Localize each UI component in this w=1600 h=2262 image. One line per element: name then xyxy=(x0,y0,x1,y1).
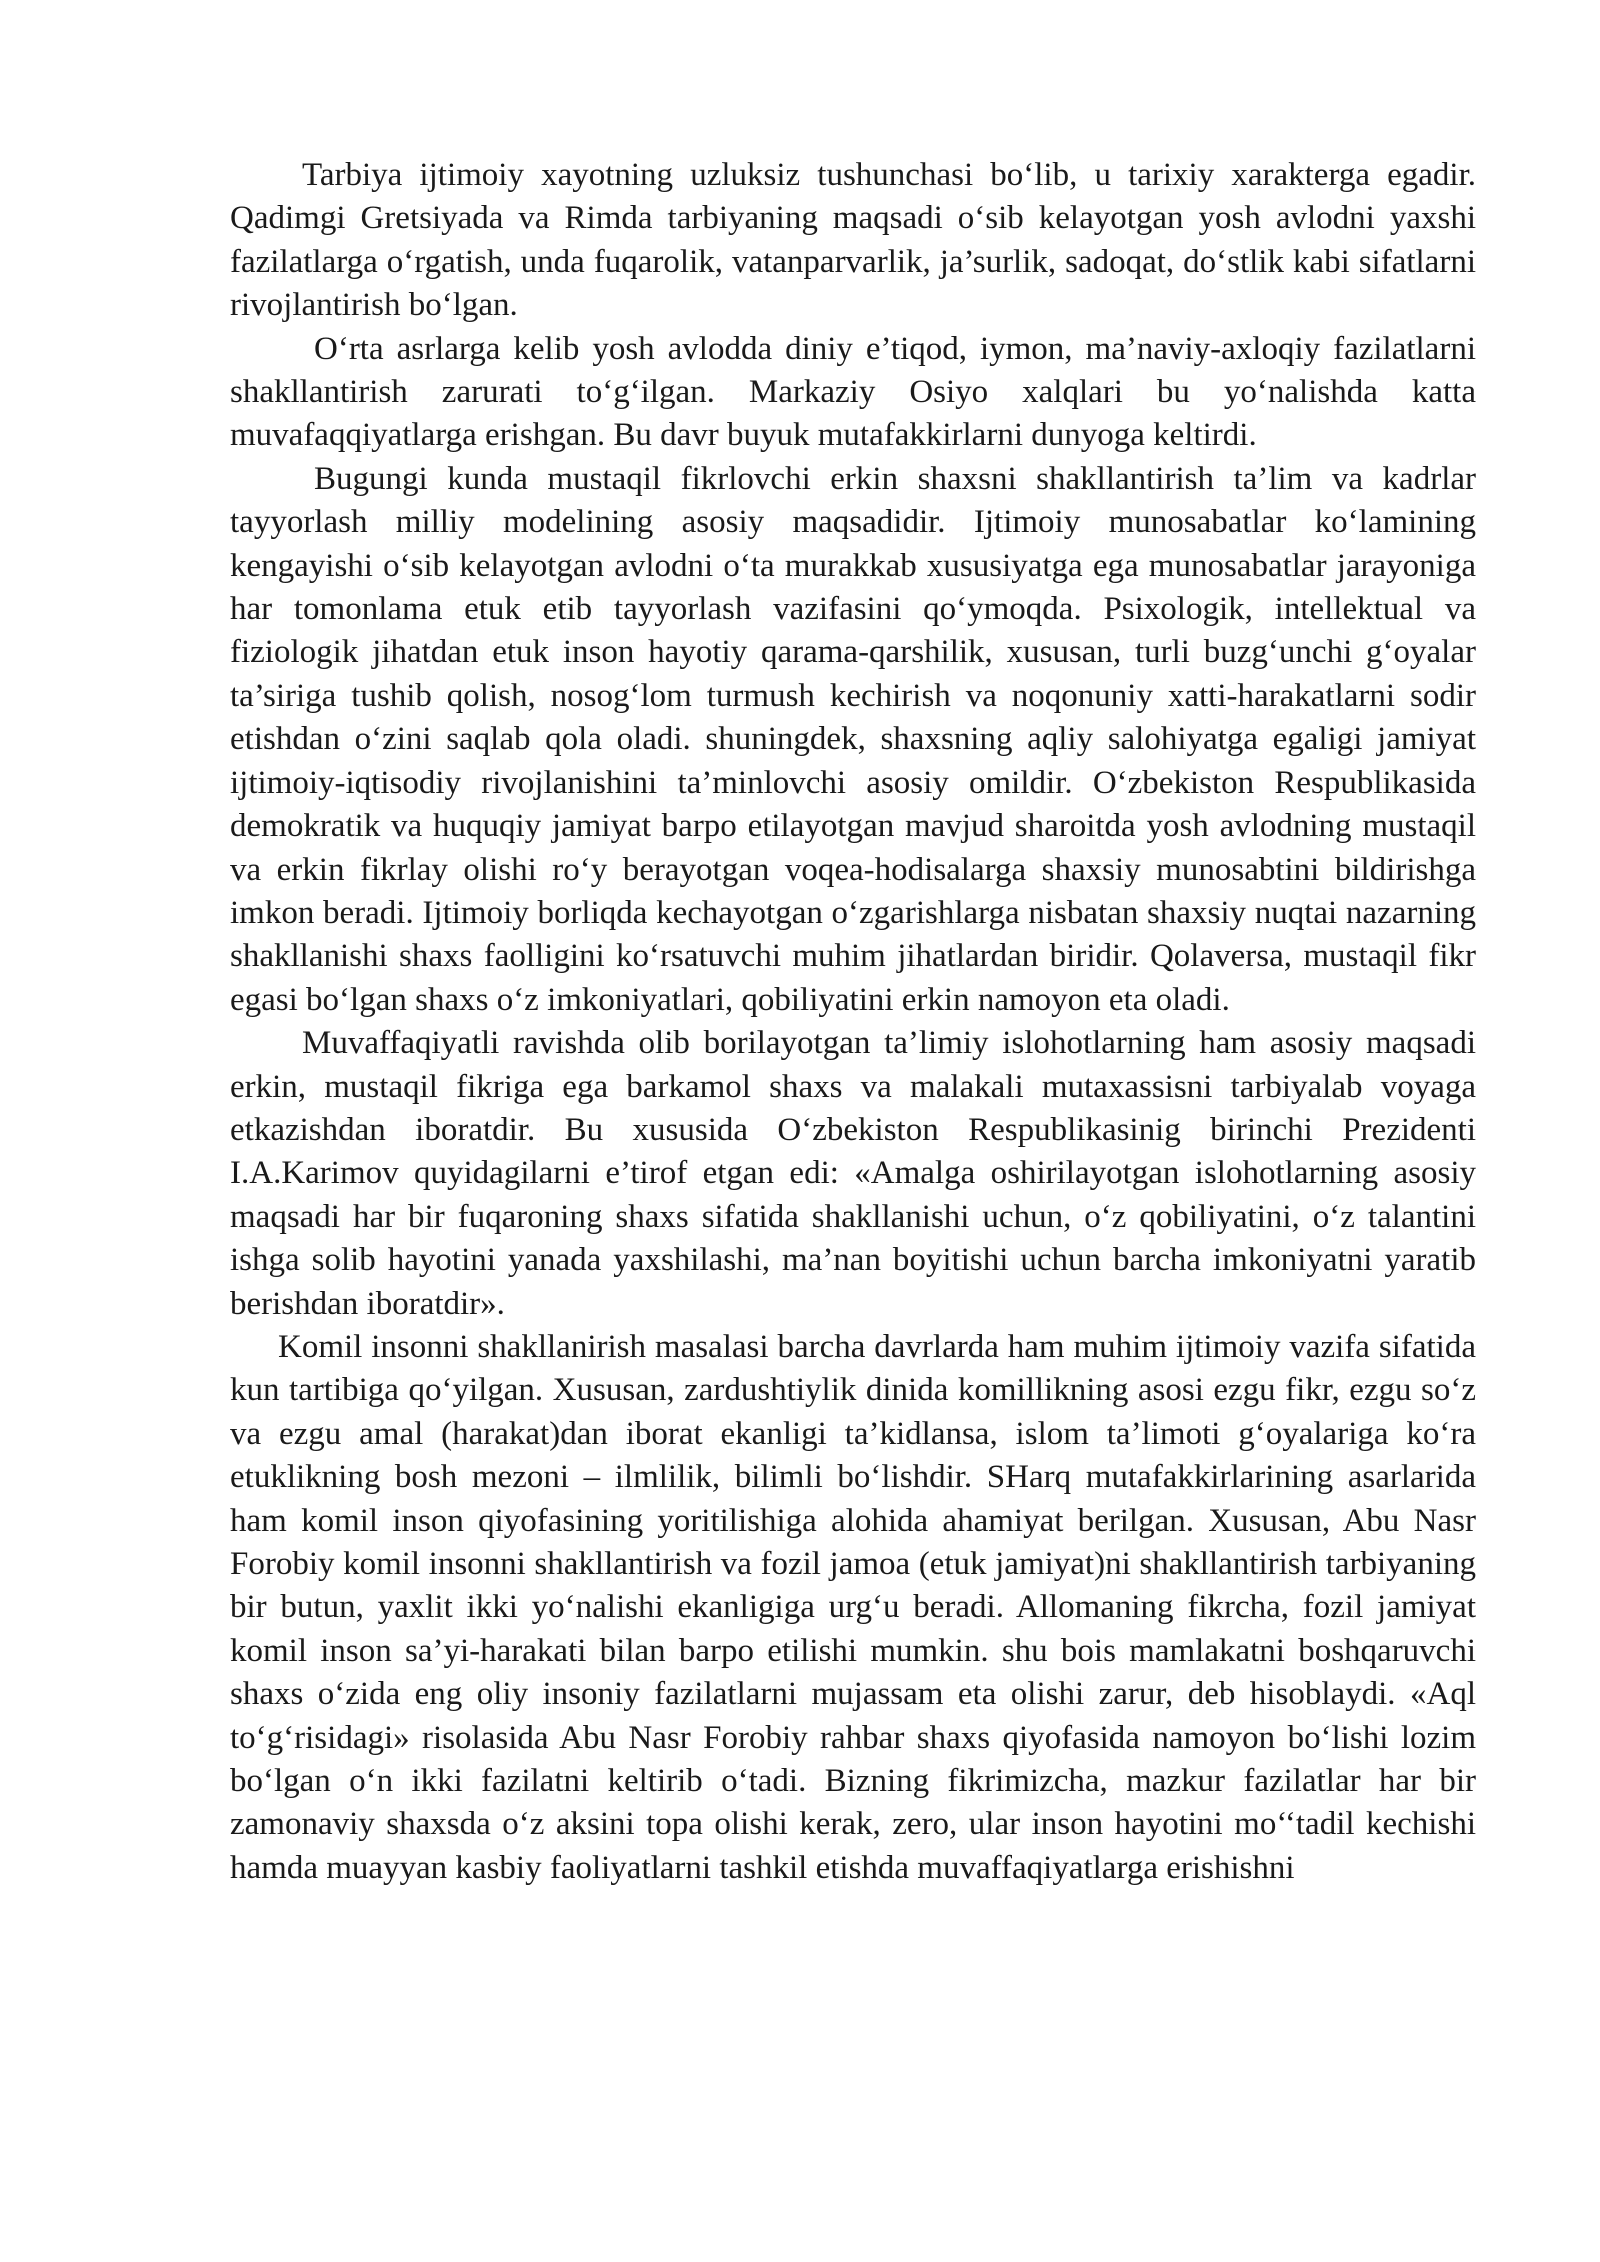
paragraph-orta-asrlar: O‘rta asrlarga kelib yosh avlodda diniy e’tiqod, iymon, ma’naviy-axloqiy fazilatlarni shakllantirish zarurati to‘g‘ilgan. Markaziy Osiyo xalqlari bu yo‘nalishda katta muvafaqqiyatlarga erishgan. Bu davr buyuk mutafakkirlarni dunyoga keltirdi. xyxy=(230,330,1476,454)
paragraph-muvaffaqiyatli: Muvaffaqiyatli ravishda olib borilayotgan ta’limiy islohotlarning ham asosiy maqsadi erkin, mustaqil fikriga ega barkamol shaxs va malakali mutaxassisni tarbiyalab voyaga etkazishdan iboratdir. Bu xususida O‘zbekiston Respublikasinig birinchi Prezidenti I.A.Karimov quyidagilarni e’tirof etgan edi: «Amalga oshirilayotgan islohotlarning asosiy maqsadi har bir fuqaroning shaxs sifatida shakllanishi uchun, o‘z qobiliyatini, o‘z talantini ishga solib hayotini yanada yaxshilashi, ma’nan boyitishi uchun barcha imkoniyatni yaratib berishdan iboratdir». xyxy=(230,1025,1476,1322)
paragraph-komil-inson: Komil insonni shakllanirish masalasi barcha davrlarda ham muhim ijtimoiy vazifa sifatida kun tartibiga qo‘yilgan. Xususan, zardushtiylik dinida komillikning asosi ezgu fikr, ezgu so‘z va ezgu amal (harakat)dan iborat ekanligi ta’kidlansa, islom ta’limoti g‘oyalariga ko‘ra etuklikning bosh mezoni – ilmlilik, bilimli bo‘lishdir. SHarq mutafakkirlarining asarlarida ham komil inson qiyofasining yoritilishiga alohida ahamiyat berilgan. Xususan, Abu Nasr Forobiy komil insonni shakllantirish va fozil jamoa (etuk jamiyat)ni shakllantirish tarbiyaning bir butun, yaxlit ikki yo‘nalishi ekanligiga urg‘u beradi. Allomaning fikrcha, fozil jamiyat komil inson sa’yi-harakati bilan barpo etilishi mumkin. shu bois mamlakatni boshqaruvchi shaxs o‘zida eng oliy insoniy fazilatlarni mujassam eta olishi zarur, deb hisoblaydi. «Aql to‘g‘risidagi» risolasida Abu Nasr Forobiy rahbar shaxs qiyofasida namoyon bo‘lishi lozim bo‘lgan o‘n ikki fazilatni keltirib o‘tadi. Bizning fikrimizcha, mazkur fazilatlar har bir zamonaviy shaxsda o‘z aksini topa olishi kerak, zero, ular inson hayotini mo‘‘tadil kechishi hamda muayyan kasbiy faoliyatlarni tashkil etishda muvaffaqiyatlarga erishishni xyxy=(230,1328,1476,1886)
paragraph-tarbiya: Tarbiya ijtimoiy xayotning uzluksiz tushunchasi bo‘lib, u tarixiy xarakterga egadir. Qadimgi Gretsiyada va Rimda tarbiyaning maqsadi o‘sib kelayotgan yosh avlodni yaxshi fazilatlarga o‘rgatish, unda fuqarolik, vatanparvarlik, ja’surlik, sadoqat, do‘stlik kabi sifatlarni rivojlantirish bo‘lgan. xyxy=(230,157,1476,324)
paragraph-bugungi-kunda: Bugungi kunda mustaqil fikrlovchi erkin shaxsni shakllantirish ta’lim va kadrlar tayyorlash milliy modelining asosiy maqsadidir. Ijtimoiy munosabatlar ko‘lamining kengayishi o‘sib kelayotgan avlodni o‘ta murakkab xususiyatga ega munosabatlar jarayoniga har tomonlama etuk etib tayyorlash vazifasini qo‘ymoqda. Psixologik, intellektual va fiziologik jihatdan etuk inson hayotiy qarama-qarshilik, xususan, turli buzg‘unchi g‘oyalar ta’siriga tushib qolish, nosog‘lom turmush kechirish va noqonuniy xatti-harakatlarni sodir etishdan o‘zini saqlab qola oladi. shuningdek, shaxsning aqliy salohiyatga egaligi jamiyat ijtimoiy-iqtisodiy rivojlanishini ta’minlovchi asosiy omildir. O‘zbekiston Respublikasida demokratik va huquqiy jamiyat barpo etilayotgan mavjud sharoitda yosh avlodning mustaqil va erkin fikrlay olishi ro‘y berayotgan voqea-hodisalarga shaxsiy munosabtini bildirishga imkon beradi. Ijtimoiy borliqda kechayotgan o‘zgarishlarga nisbatan shaxsiy nuqtai nazarning shakllanishi shaxs faolligini ko‘rsatuvchi muhim jihatlardan biridir. Qolaversa, mustaqil fikr egasi bo‘lgan shaxs o‘z imkoniyatlari, qobiliyatini erkin namoyon eta oladi. xyxy=(230,460,1476,1018)
document-page xyxy=(230,154,1476,1890)
